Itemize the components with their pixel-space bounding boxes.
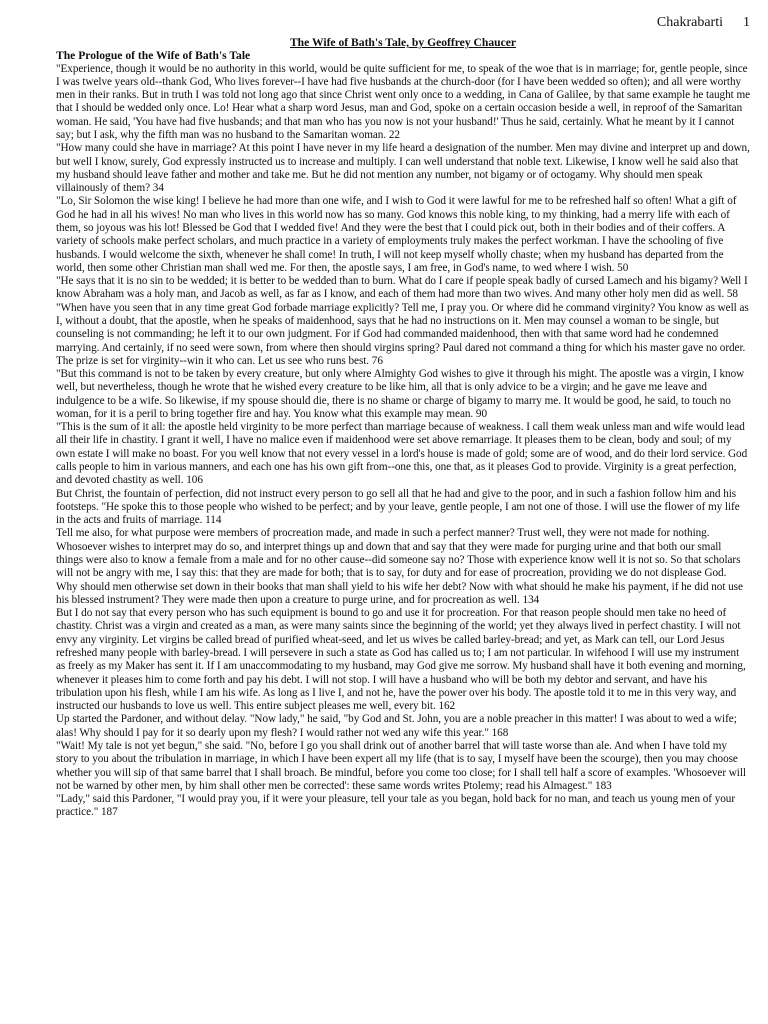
paragraph: "This is the sum of it all: the apostle held virginity to be more perfect than marriage because of weakness. I call them weak unless man and wife would lead all their life in chastity. I grant it well, I have no malice even if maidenhood were set above remarriage. It pleases them to be clean, body and soul; of my own estate I will make no boast. For you well know that not every vessel in a lord's house is made of gold; some are of wood, and do their lord service. God calls people to him in various manners, and each one has his own gift from--one this, one that, as it pleases God to provide. Virginity is a great perfection, and devoted chastity as well. 106	[56, 421, 748, 487]
running-header	[56, 14, 750, 36]
document-page	[56, 14, 750, 820]
section-heading: The Prologue of the Wife of Bath's Tale	[56, 49, 251, 63]
paragraph: Tell me also, for what purpose were members of procreation made, and made in such a perfect manner? Trust well, they were not made for nothing. Whosoever wishes to interpret may do so, and interpret things up and down that and say that they were made for purging urine and that both our small things were also to know a female from a male and for no other cause--did someone say no? Those with experience know well it is not so. So that scholars will not be angry with me, I say this: that they are made for both; that is to say, for duty and for ease of procreation, providing we do not displease God. Why should men otherwise set down in their books that man shall yield to his wife her debt? Now with what should he make his payment, if he did not use his blessed instrument? They were made then upon a creature to purge urine, and for procreation as well. 134	[56, 527, 743, 606]
paragraph: "Wait! My tale is not yet begun," she said. "No, before I go you shall drink out of another barrel that will taste worse than ale. And when I have told my story to you about the tribulation in marriage, in which I have been expert all my life (that is to say, I myself have been the scourge), then you may choose whether you will sip of that same barrel that I shall broach. Be mindful, before you come too close; for I shall tell half a score of examples. 'Whosoever will not be warned by other men, by him shall other men be corrected': these same words writes Ptolemy; read his Almagest." 183	[56, 739, 746, 792]
author-surname: Chakrabarti	[656, 15, 723, 30]
paragraph: "Lo, Sir Solomon the wise king! I believe he had more than one wife, and I wish to God it were lawful for me to be refreshed half so often! What a gift of God he had in all his wives! No man who lives in this world now has so many. God knows this noble king, to my thinking, had a merry life with each of them, so joyous was his lot! Blessed be God that I wedded five! And they were the best that I could pick out, both in their bodies and of their coffers. A variety of schools make perfect scholars, and much practice in a variety of employments truly makes the perfect workman. I have the schooling of five husbands. I would welcome the sixth, whenever he shall come! In truth, I will not keep myself wholly chaste; when my husband has departed from the world, then some other Christian man shall wed me. For then, the apostle says, I am free, in God's name, to wed where I wish. 50	[56, 195, 737, 274]
paragraph: "But this command is not to be taken by every creature, but only where Almighty God wishes to give it through his might. The apostle was a virgin, I know well, but nevertheless, though he wrote that he wished every creature to be like him, all that is only advice to be a virgin; and he gave me leave and indulgence to be a wife. So likewise, if my spouse should die, there is no shame or charge of bigamy to marry me. It would be good, he said, to touch no woman, for it is a peril to bring together fire and hay. You know what this example may mean. 90	[56, 368, 745, 420]
paragraph: "When have you seen that in any time great God forbade marriage explicitly? Tell me, I pray you. Or where did he command virginity? You know as well as I, without a doubt, that the apostle, when he speaks of maidenhood, says that he had no instructions on it. Men may counsel a woman to be single, but counseling is not commanding; he left it to our own judgment. For if God had commanded maidenhood, then with that same word had he condemned marrying. And certainly, if no seed were sown, from where then should virgins spring? Paul dared not command a thing for which his master gave no order. The prize is set for virginity--win it who can. Let us see who runs best. 76	[56, 301, 749, 367]
document-title: The Wife of Bath's Tale, by Geoffrey Chaucer	[289, 36, 517, 49]
paragraph: But Christ, the fountain of perfection, did not instruct every person to go sell all that he had and give to the poor, and in such a fashion follow him and his footsteps. "He spoke this to those people who wished to be perfect; and by your leave, gentle people, I am not one of those. I will use the flower of my life in the acts and fruits of marriage. 114	[56, 487, 740, 527]
paragraph: "Experience, though it would be no authority in this world, would be quite sufficient for me, to speak of the woe that is in marriage; for, gentle people, since I was twelve years old--thank God, Who lives forever--I have had five husbands at the church-door (for I have been wedded so often); and all were worthy men in their ranks. But in truth I was told not long ago that since Christ went only once to a wedding, in Cana of Galilee, by that same example he taught me that I should be wedded only once. Lo! Hear what a sharp word Jesus, man and God, spoke on a certain occasion beside a well, in reproof of the Samaritan woman. He said, 'You have had five husbands; and that man who has you now is not your husband!' Thus he said, certainly. What he meant by it I cannot say; but I ask, why the fifth man was no husband to the Samaritan woman. 22	[56, 62, 751, 141]
paragraph: "How many could she have in marriage? At this point I have never in my life heard a designation of the number. Men may divine and interpret up and down, but well I know, surely, God expressly instructed us to increase and multiply. I can well understand that noble text. Likewise, I know well he said also that my husband should leave father and mother and take me. But he did not mention any number, not bigamy or of octogamy. Why should men speak villainously of them? 34	[56, 142, 750, 195]
paragraph: But I do not say that every person who has such equipment is bound to go and use it for procreation. For that reason people should men take no heed of chastity. Christ was a virgin and created as a man, as were many saints since the beginning of the world; yet they always lived in perfect chastity. I will not envy any virginity. Let virgins be called bread of purified wheat-seed, and let us wives be called barley-bread; and yet, as Mark can tell, our Lord Jesus refreshed many people with barley-bread. I will persevere in such a state as God has called us to; I am not particular. In wifehood I will use my instrument as freely as my Maker has sent it. If I am unaccommodating to my husband, may God give me sorrow. My husband shall have it both evening and morning, whenever it pleases him to come forth and pay his debt. I will not stop. I will have a husband who will be both my debtor and servant, and have his tribulation upon his flesh, while I am his wife. As long as I live I, and not he, have the power over his body. The apostle told it to me in this very way, and instructed our husbands to love us well. This entire subject pleases me well, every bit. 162	[56, 607, 746, 713]
paragraph: "Lady," said this Pardoner, "I would pray you, if it were your pleasure, tell your tale as you began, hold back for no man, and teach us young men of your practice." 187	[56, 793, 736, 819]
paragraph: Up started the Pardoner, and without delay. "Now lady," he said, "by God and St. John, you are a noble preacher in this matter! I was about to wed a wife; alas! Why should I pay for it so dearly upon my flesh? I would rather not wed any wife this year." 168	[56, 713, 737, 739]
paragraph: "He says that it is no sin to be wedded; it is better to be wedded than to burn. What do I care if people speak badly of cursed Lamech and his bigamy? Well I know Abraham was a holy man, and Jacob as well, as far as I know, and each of them had more than two wives. And many other holy men did as well. 58	[56, 275, 748, 301]
page-number: 1	[743, 15, 750, 30]
